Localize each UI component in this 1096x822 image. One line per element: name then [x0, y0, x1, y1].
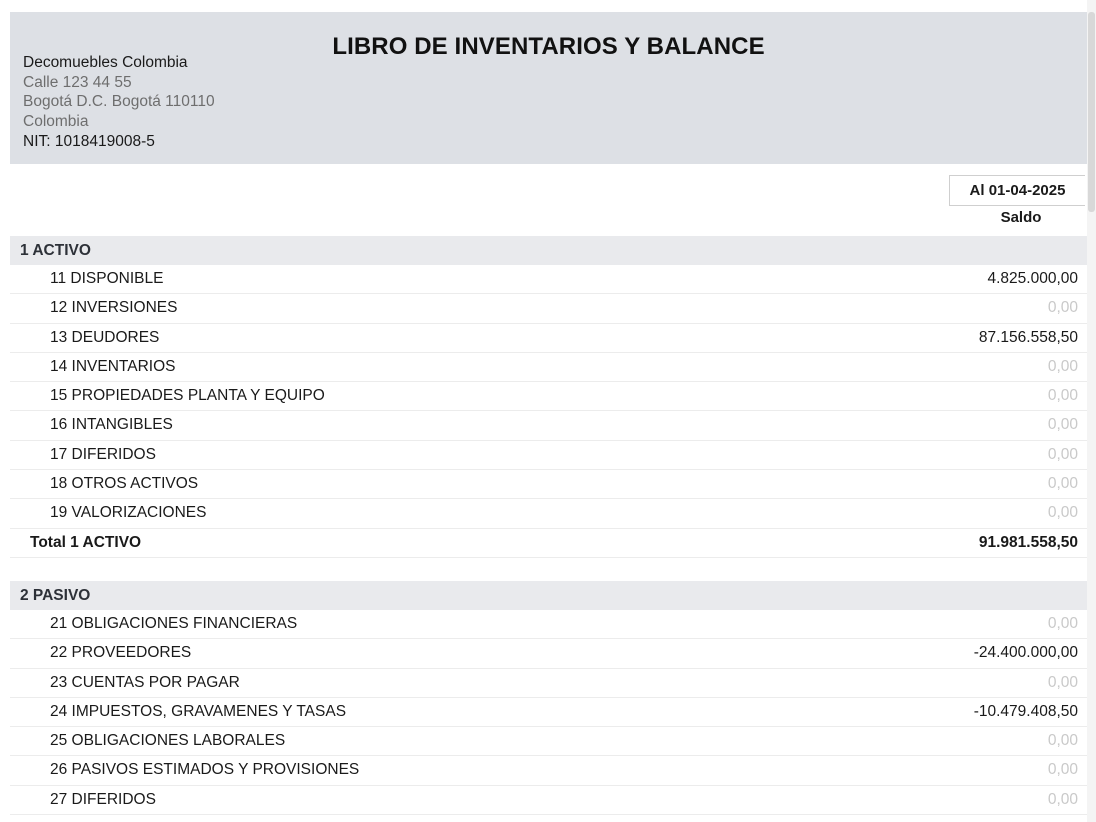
account-value: 0,00 — [1047, 732, 1078, 750]
account-label: 23 CUENTAS POR PAGAR — [50, 673, 240, 691]
report-header — [10, 12, 1087, 164]
account-row — [10, 324, 1087, 353]
date-column-header: Al 01-04-2025 — [949, 175, 1085, 206]
account-row — [10, 669, 1087, 698]
account-value: 0,00 — [1047, 761, 1078, 779]
account-row — [10, 294, 1087, 323]
account-value: -24.400.000,00 — [973, 644, 1078, 662]
account-value: 0,00 — [1047, 615, 1078, 632]
account-label: 21 OBLIGACIONES FINANCIERAS — [50, 615, 298, 632]
account-label: 26 PASIVOS ESTIMADOS Y PROVISIONES — [50, 761, 360, 779]
account-value: 0,00 — [1047, 445, 1078, 463]
account-label: 25 OBLIGACIONES LABORALES — [50, 732, 286, 750]
account-row — [10, 441, 1087, 470]
account-row — [10, 353, 1087, 382]
account-value: -10.479.408,50 — [973, 702, 1078, 720]
account-value: 0,00 — [1047, 673, 1078, 691]
account-row — [10, 727, 1087, 756]
account-label: 14 INVENTARIOS — [50, 357, 176, 375]
section-total-row — [10, 529, 1087, 558]
account-label: 11 DISPONIBLE — [50, 270, 164, 287]
account-value: 0,00 — [1047, 504, 1078, 522]
company-country: Colombia — [23, 113, 89, 131]
account-label: 22 PROVEEDORES — [50, 644, 192, 662]
account-row — [10, 756, 1087, 785]
company-city: Bogotá D.C. Bogotá 110110 — [23, 93, 215, 111]
account-label: 18 OTROS ACTIVOS — [50, 475, 199, 493]
account-row — [10, 411, 1087, 440]
scrollbar-thumb[interactable] — [1088, 12, 1095, 212]
account-value: 0,00 — [1047, 387, 1078, 405]
company-info — [23, 53, 215, 152]
section-pasivo — [10, 581, 1087, 815]
company-address: Calle 123 44 55 — [23, 73, 132, 91]
account-label: 17 DIFERIDOS — [50, 445, 156, 463]
balance-column-header: Saldo — [1000, 209, 1042, 226]
account-value: 0,00 — [1047, 475, 1078, 493]
account-label: 27 DIFERIDOS — [50, 790, 156, 808]
account-label: 13 DEUDORES — [50, 328, 160, 346]
section-heading: 2 PASIVO — [10, 581, 1087, 610]
account-row — [10, 639, 1087, 668]
account-label: 24 IMPUESTOS, GRAVAMENES Y TASAS — [50, 702, 347, 720]
account-label: 15 PROPIEDADES PLANTA Y EQUIPO — [50, 387, 325, 405]
account-row — [10, 786, 1087, 815]
section-heading: 1 ACTIVO — [10, 236, 1087, 265]
account-label: 16 INTANGIBLES — [50, 416, 173, 434]
account-value: 0,00 — [1047, 299, 1078, 317]
account-value: 87.156.558,50 — [978, 328, 1078, 346]
total-value: 91.981.558,50 — [978, 533, 1078, 551]
account-value: 0,00 — [1047, 416, 1078, 434]
vertical-scrollbar[interactable] — [1087, 0, 1096, 822]
account-row — [10, 382, 1087, 411]
account-row — [10, 265, 1087, 294]
report-title: LIBRO DE INVENTARIOS Y BALANCE — [332, 33, 765, 60]
total-label: Total 1 ACTIVO — [30, 533, 142, 551]
account-value: 0,00 — [1047, 790, 1078, 808]
company-nit: NIT: 1018419008-5 — [23, 132, 155, 150]
account-value: 0,00 — [1047, 357, 1078, 375]
account-row — [10, 610, 1087, 639]
account-label: 12 INVERSIONES — [50, 299, 178, 317]
account-row — [10, 470, 1087, 499]
account-label: 19 VALORIZACIONES — [50, 504, 207, 522]
account-value: 4.825.000,00 — [987, 270, 1078, 287]
account-row — [10, 698, 1087, 727]
account-row — [10, 499, 1087, 528]
company-name: Decomuebles Colombia — [23, 54, 188, 71]
section-activo — [10, 236, 1087, 558]
